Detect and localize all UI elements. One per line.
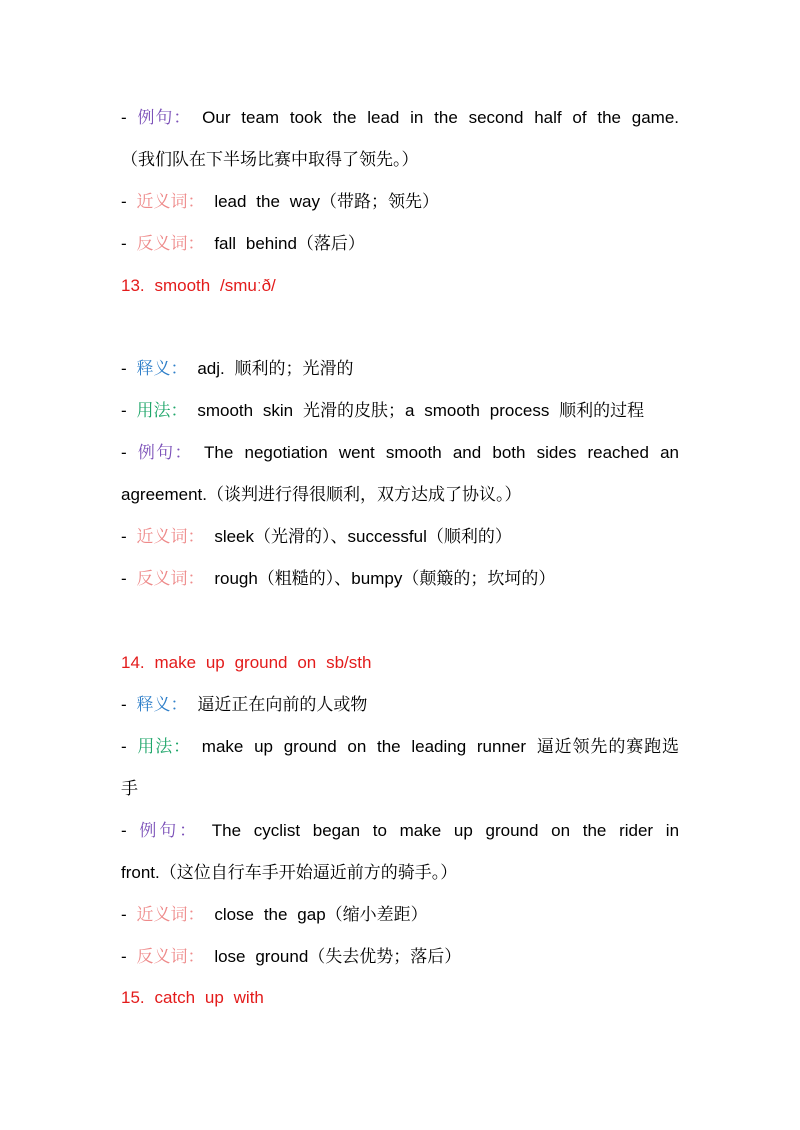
bullet-dash: - — [121, 947, 127, 966]
antonym-label: 反义词： — [136, 234, 205, 253]
bullet-dash: - — [121, 234, 127, 253]
s14-synonym-line — [121, 903, 679, 927]
s13-antonym-text: rough（粗糙的）、bumpy（颠簸的；坎坷的） — [214, 569, 556, 588]
s14-meaning-text: 逼近正在向前的人或物 — [197, 695, 368, 714]
s12-example-translation: （我们队在下半场比赛中取得了领先。） — [121, 150, 419, 169]
s14-example-text: The cyclist began to make up ground on the rider in — [211, 821, 680, 840]
s13-usage-text: smooth skin 光滑的皮肤；a smooth process 顺利的过程 — [197, 401, 645, 420]
s14-antonym-line — [121, 945, 679, 969]
bullet-dash: - — [121, 527, 127, 546]
bullet-dash: - — [121, 443, 127, 462]
s14-example-line — [121, 819, 679, 843]
bullet-dash: - — [121, 821, 127, 840]
bullet-dash: - — [121, 108, 127, 127]
synonym-label: 近义词： — [136, 527, 205, 546]
s12-synonym-line — [121, 190, 679, 214]
s12-antonym-line — [121, 232, 679, 256]
s15-heading: 15. catch up with — [121, 988, 264, 1007]
bullet-dash: - — [121, 192, 127, 211]
s14-synonym-text: close the gap（缩小差距） — [214, 905, 428, 924]
example-label: 例句： — [137, 108, 192, 127]
s13-meaning-text: adj. 顺利的；光滑的 — [197, 359, 354, 378]
usage-label: 用法： — [137, 737, 192, 756]
example-label: 例句： — [139, 821, 200, 840]
s14-heading: 14. make up ground on sb/sth — [121, 653, 372, 672]
s13-heading: 13. smooth /smuːð/ — [121, 276, 276, 295]
s14-meaning-line — [121, 693, 679, 717]
s14-usage-line — [121, 735, 679, 759]
s14-antonym-text: lose ground（失去优势；落后） — [214, 947, 462, 966]
bullet-dash: - — [121, 401, 127, 420]
s13-example-text: The negotiation went smooth and both sides reached an — [204, 443, 679, 462]
s14-usage-continued: 手 — [121, 779, 138, 798]
s13-usage-line — [121, 399, 679, 423]
s13-meaning-line — [121, 357, 679, 381]
s12-synonym-text: lead the way（带路；领先） — [214, 192, 439, 211]
s13-example-continued: agreement.（谈判进行得很顺利，双方达成了协议。） — [121, 485, 522, 504]
s14-usage-text: make up ground on the leading runner 逼近领先的赛跑选 — [201, 737, 679, 756]
example-label: 例句： — [137, 443, 193, 462]
antonym-label: 反义词： — [136, 569, 205, 588]
bullet-dash: - — [121, 569, 127, 588]
bullet-dash: - — [121, 737, 127, 756]
meaning-label: 释义： — [136, 695, 188, 714]
meaning-label: 释义： — [136, 359, 188, 378]
s12-example-line — [121, 106, 679, 130]
synonym-label: 近义词： — [136, 905, 205, 924]
antonym-label: 反义词： — [136, 947, 205, 966]
bullet-dash: - — [121, 695, 127, 714]
bullet-dash: - — [121, 359, 127, 378]
bullet-dash: - — [121, 905, 127, 924]
s12-example-text: Our team took the lead in the second half of the game. — [202, 108, 680, 127]
s12-antonym-text: fall behind（落后） — [214, 234, 365, 253]
synonym-label: 近义词： — [136, 192, 205, 211]
s13-antonym-line — [121, 567, 679, 591]
s14-example-continued: front.（这位自行车手开始逼近前方的骑手。） — [121, 863, 458, 882]
s13-synonym-text: sleek（光滑的）、successful（顺利的） — [214, 527, 512, 546]
usage-label: 用法： — [136, 401, 188, 420]
s13-synonym-line — [121, 525, 679, 549]
s13-example-line — [121, 441, 679, 465]
